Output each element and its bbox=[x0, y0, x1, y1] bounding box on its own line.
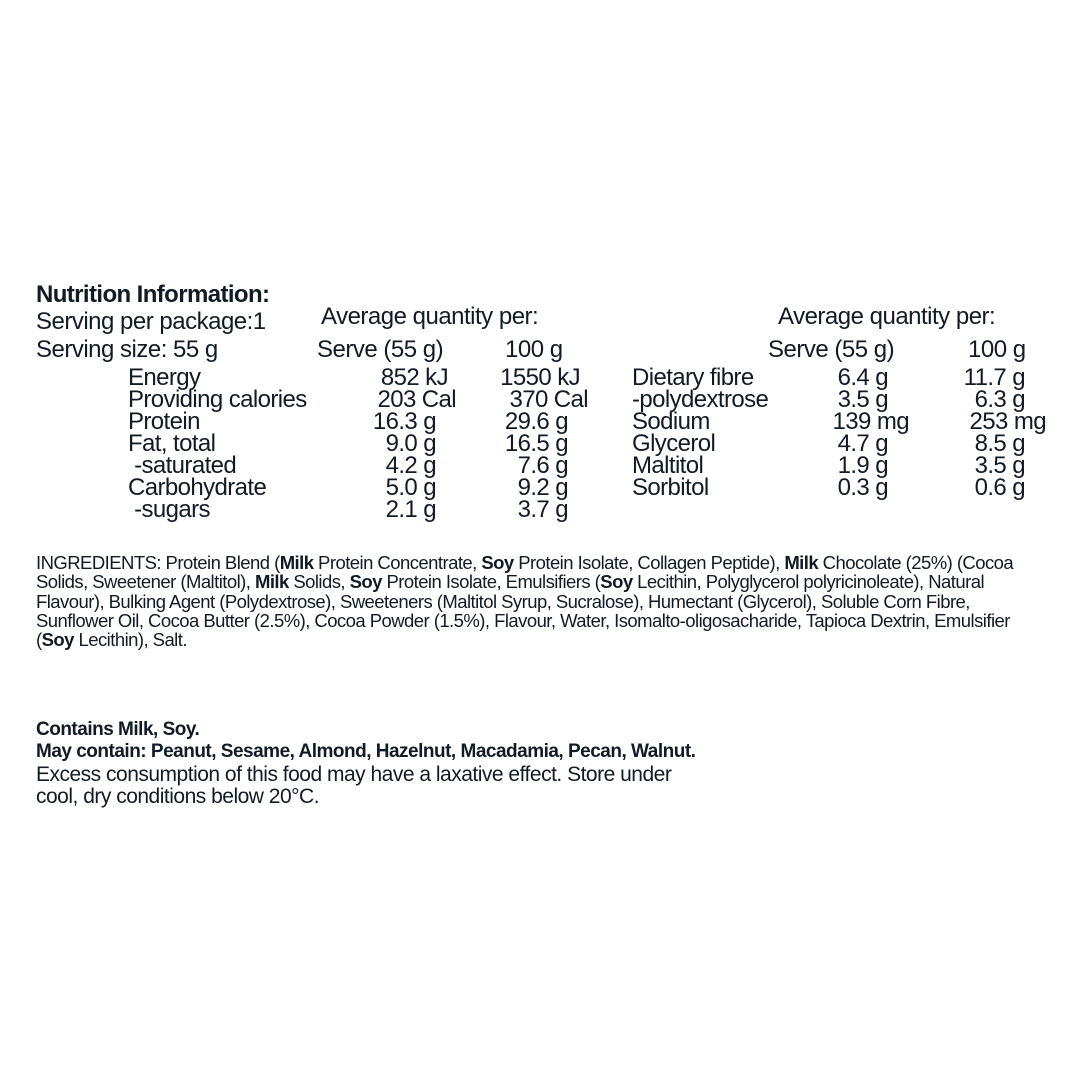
serving-per-package: Serving per package:1 bbox=[36, 308, 266, 335]
nutrient-serve-value: 139 mg bbox=[832, 408, 909, 435]
nutrient-100g-value: 370 Cal bbox=[509, 386, 588, 413]
nutrient-100g-value: 253 mg bbox=[969, 408, 1046, 435]
ingredients-text: Chocolate (25%) (Cocoa Solids, Sweetener (Maltitol), bbox=[36, 552, 1014, 593]
left-col-100g-header: 100 g bbox=[505, 336, 563, 363]
nutrient-100g-value: 8.5 g bbox=[974, 430, 1025, 457]
ingredients-text: Lecithin, Polyglycerol polyricinoleate), Natural Flavour), Bulking Agent (Polydextrose), Sweeteners (Maltitol Syrup, Sucralose), Humectant (Glycerol), Soluble Corn Fibre, Sunflower Oil, Cocoa Butter (2.5%), Cocoa Powder (1.5%), Flavour, Water, Isomalto-oligosacharide, Tapioca Dextrin, Emulsifier ( bbox=[36, 571, 1010, 651]
allergen-soy: Soy bbox=[481, 552, 514, 573]
ingredients-text: Protein Isolate, Emulsifiers ( bbox=[381, 571, 601, 593]
allergen-milk: Milk bbox=[254, 571, 289, 593]
nutrient-100g-value: 1550 kJ bbox=[500, 364, 580, 391]
nutrition-title: Nutrition Information: bbox=[36, 281, 270, 308]
ingredients-text: INGREDIENTS: Protein Blend ( bbox=[36, 552, 280, 573]
ingredients-paragraph bbox=[36, 553, 1046, 649]
nutrient-100g-value: 6.3 g bbox=[974, 386, 1025, 413]
nutrient-name: -saturated bbox=[128, 452, 237, 479]
allergen-soy: Soy bbox=[41, 629, 74, 651]
allergen-milk: Milk bbox=[784, 552, 819, 573]
nutrient-name: Maltitol bbox=[632, 452, 704, 479]
nutrient-name: Sorbitol bbox=[632, 474, 709, 501]
left-col-serve-header: Serve (55 g) bbox=[317, 336, 444, 363]
nutrient-name: Fat, total bbox=[128, 430, 216, 457]
nutrient-serve-value: 0.3 g bbox=[837, 474, 888, 501]
nutrient-name: Energy bbox=[128, 364, 201, 391]
nutrient-100g-value: 7.6 g bbox=[517, 452, 568, 479]
nutrient-serve-value: 6.4 g bbox=[837, 364, 888, 391]
nutrient-name: Sodium bbox=[632, 408, 710, 435]
ingredients-text: Protein Concentrate, bbox=[313, 552, 482, 573]
ingredients-text: Solids, bbox=[288, 571, 350, 593]
nutrient-100g-value: 3.5 g bbox=[974, 452, 1025, 479]
nutrient-serve-value: 4.7 g bbox=[837, 430, 888, 457]
left-avg-quantity-label: Average quantity per: bbox=[321, 303, 539, 330]
nutrient-name: Protein bbox=[128, 408, 200, 435]
nutrient-serve-value: 852 kJ bbox=[380, 364, 448, 391]
nutrient-serve-value: 3.5 g bbox=[837, 386, 888, 413]
nutrient-100g-value: 0.6 g bbox=[974, 474, 1025, 501]
nutrient-100g-value: 16.5 g bbox=[504, 430, 568, 457]
allergen-soy: Soy bbox=[600, 571, 633, 593]
nutrient-name: Glycerol bbox=[632, 430, 716, 457]
nutrient-name: Providing calories bbox=[128, 386, 307, 413]
nutrient-name: Carbohydrate bbox=[128, 474, 267, 501]
nutrient-serve-value: 2.1 g bbox=[385, 496, 436, 523]
nutrient-serve-value: 9.0 g bbox=[385, 430, 436, 457]
nutrient-100g-value: 3.7 g bbox=[517, 496, 568, 523]
nutrient-100g-value: 29.6 g bbox=[504, 408, 568, 435]
nutrient-name: -sugars bbox=[128, 496, 210, 523]
nutrient-serve-value: 16.3 g bbox=[372, 408, 436, 435]
nutrient-100g-value: 11.7 g bbox=[963, 364, 1025, 391]
may-contain-statement: May contain: Peanut, Sesame, Almond, Hazelnut, Macadamia, Pecan, Walnut. bbox=[36, 741, 696, 762]
ingredients-text: Protein Isolate, Collagen Peptide), bbox=[513, 552, 785, 573]
right-avg-quantity-label: Average quantity per: bbox=[778, 303, 996, 330]
nutrient-100g-value: 9.2 g bbox=[517, 474, 568, 501]
nutrient-serve-value: 1.9 g bbox=[837, 452, 888, 479]
laxative-storage-warning: Excess consumption of this food may have a laxative effect. Store under cool, dry conditions below 20°C. bbox=[36, 763, 672, 808]
nutrient-serve-value: 5.0 g bbox=[385, 474, 436, 501]
ingredients-text: Lecithin), Salt. bbox=[73, 629, 187, 651]
nutrient-name: Dietary fibre bbox=[632, 364, 754, 391]
allergen-soy: Soy bbox=[349, 571, 382, 593]
allergen-milk: Milk bbox=[279, 552, 314, 573]
right-col-100g-header: 100 g bbox=[968, 336, 1026, 363]
serving-size: Serving size: 55 g bbox=[36, 336, 218, 363]
nutrient-serve-value: 4.2 g bbox=[385, 452, 436, 479]
contains-statement: Contains Milk, Soy. bbox=[36, 719, 200, 740]
right-col-serve-header: Serve (55 g) bbox=[768, 336, 895, 363]
nutrient-serve-value: 203 Cal bbox=[377, 386, 456, 413]
nutrient-name: -polydextrose bbox=[632, 386, 769, 413]
